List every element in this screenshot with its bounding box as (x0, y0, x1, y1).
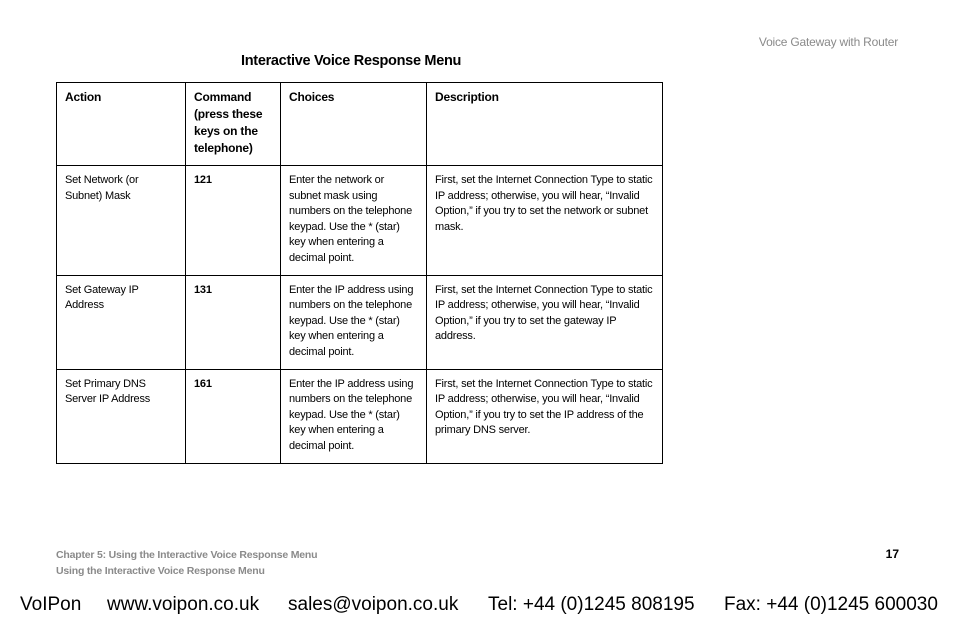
cell-command: 121 (186, 166, 281, 276)
column-header-description: Description (427, 83, 663, 166)
table-row (57, 369, 663, 463)
table-row (57, 166, 663, 276)
column-header-command: Command (press these keys on the telephone) (186, 83, 281, 166)
cell-action: Set Gateway IP Address (57, 275, 186, 369)
fax-number: Fax: +44 (0)1245 600030 (724, 594, 938, 615)
cell-command: 161 (186, 369, 281, 463)
footer-section-title: Using the Interactive Voice Response Menu (56, 565, 265, 577)
email-link[interactable]: sales@voipon.co.uk (288, 594, 459, 615)
cell-action: Set Network (or Subnet) Mask (57, 166, 186, 276)
footer-chapter-title: Chapter 5: Using the Interactive Voice Response Menu (56, 549, 318, 561)
website-link[interactable]: www.voipon.co.uk (107, 594, 260, 615)
cell-description: First, set the Internet Connection Type to static IP address; otherwise, you will hear, “Invalid Option,” if you try to set the network or subnet mask. (427, 166, 663, 276)
table-row (57, 275, 663, 369)
cell-description: First, set the Internet Connection Type to static IP address; otherwise, you will hear, “Invalid Option,” if you try to set the IP address of the primary DNS server. (427, 369, 663, 463)
document-header: Voice Gateway with Router (758, 35, 898, 49)
phone-number: Tel: +44 (0)1245 808195 (488, 594, 695, 615)
company-name: VoIPon (20, 594, 82, 615)
cell-choices: Enter the network or subnet mask using numbers on the telephone keypad. Use the * (star) key when entering a decimal point. (281, 166, 427, 276)
column-header-choices: Choices (281, 83, 427, 166)
table-title: Interactive Voice Response Menu (241, 53, 462, 69)
cell-choices: Enter the IP address using numbers on the telephone keypad. Use the * (star) key when entering a decimal point. (281, 369, 427, 463)
cell-choices: Enter the IP address using numbers on the telephone keypad. Use the * (star) key when entering a decimal point. (281, 275, 427, 369)
ivr-menu-table (56, 82, 663, 464)
page-number: 17 (885, 547, 899, 561)
footer-breadcrumb (56, 547, 317, 579)
column-header-action: Action (57, 83, 186, 166)
table-header-row (57, 83, 663, 166)
cell-description: First, set the Internet Connection Type to static IP address; otherwise, you will hear, “Invalid Option,” if you try to set the gateway IP address. (427, 275, 663, 369)
cell-action: Set Primary DNS Server IP Address (57, 369, 186, 463)
cell-command: 131 (186, 275, 281, 369)
